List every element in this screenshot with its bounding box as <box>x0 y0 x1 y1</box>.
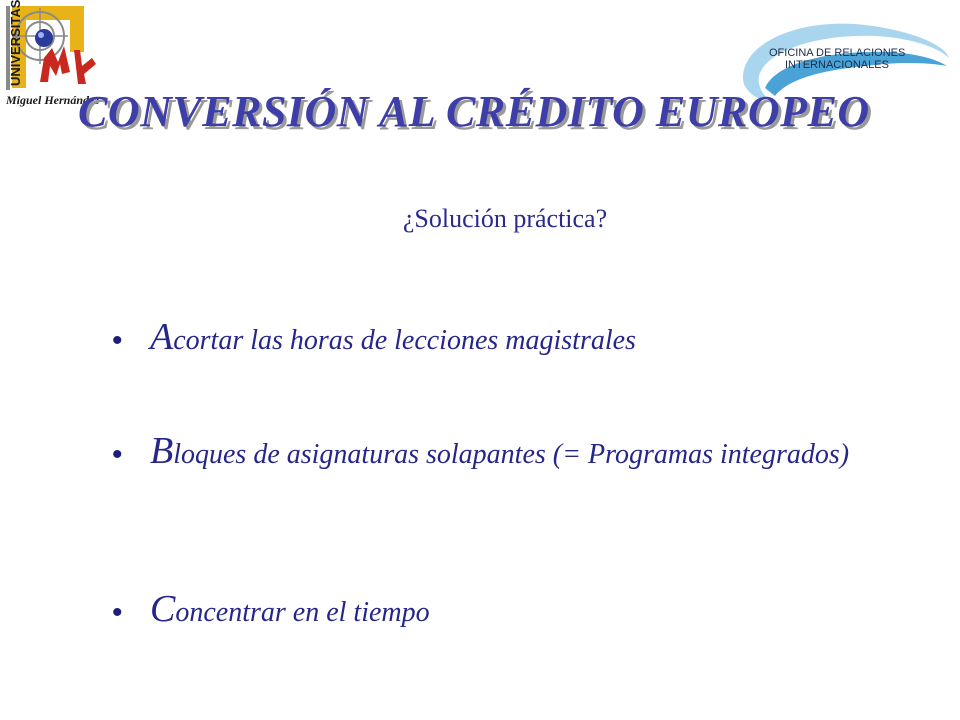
bullet-rest: cortar las horas de lecciones magistrales <box>173 325 636 356</box>
bullet-initial: C <box>150 588 176 630</box>
svg-text:UNIVERSITAS: UNIVERSITAS <box>8 0 23 86</box>
bullet-rest: oncentrar en el tiempo <box>175 597 430 628</box>
svg-text:INTERNACIONALES: INTERNACIONALES <box>785 59 889 71</box>
bullet-text <box>150 432 920 474</box>
bullet-text <box>150 590 920 632</box>
bullet-dot: • <box>112 596 123 629</box>
svg-text:Miguel Hernández: Miguel Hernández <box>6 93 100 107</box>
bullet-initial: A <box>150 316 174 358</box>
bullet-initial: B <box>150 430 174 472</box>
svg-text:OFICINA DE RELACIONES: OFICINA DE RELACIONES <box>769 47 906 59</box>
slide-title: CONVERSIÓN AL CRÉDITO EUROPEO <box>78 87 870 136</box>
bullet-rest: loques de asignaturas solapantes (= Programas integrados) <box>173 439 850 470</box>
slide-subtitle: ¿Solución práctica? <box>402 204 608 233</box>
bullet-dot: • <box>112 324 123 357</box>
bullet-text <box>150 318 920 360</box>
bullet-dot: • <box>112 438 123 471</box>
